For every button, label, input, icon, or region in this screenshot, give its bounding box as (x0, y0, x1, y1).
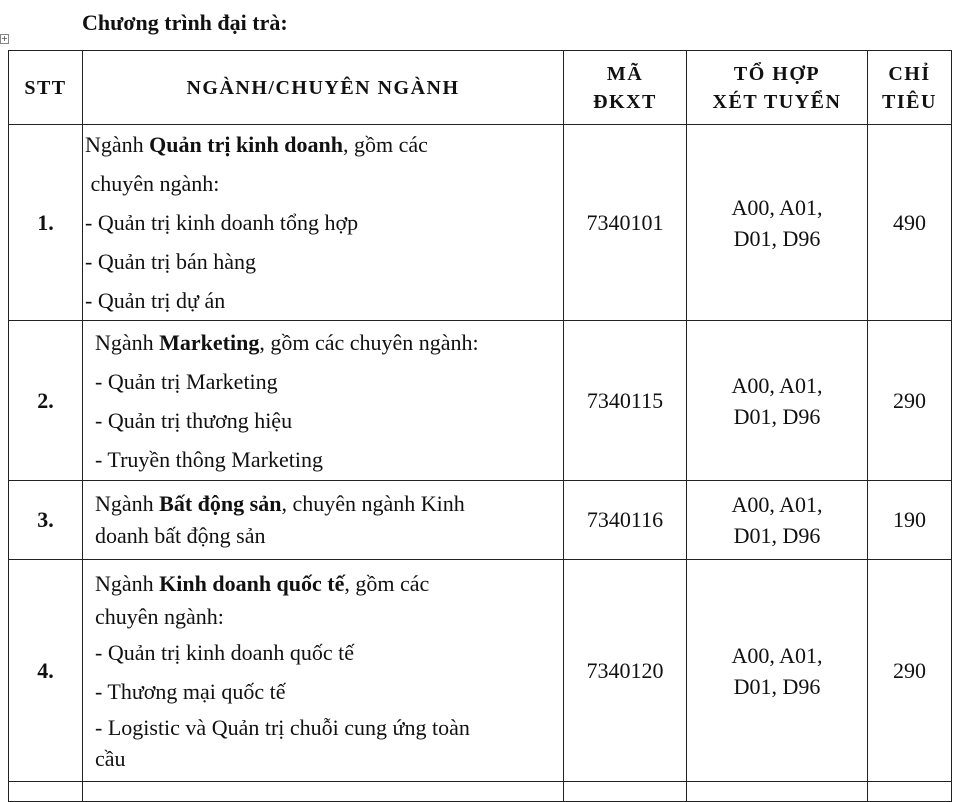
major-name: Marketing (159, 329, 260, 355)
row-stt: 4. (9, 560, 83, 782)
table-header-row (9, 51, 952, 125)
row-stt: 3. (9, 481, 83, 560)
table-row-partial (9, 782, 952, 802)
table-row (9, 560, 952, 782)
row-ma-dkxt: 7340120 (564, 560, 687, 782)
row-nganh: Ngành Marketing, gồm các chuyên ngành: - Quản trị Marketing - Quản trị thương hiệu - Truyền thông Marketing (83, 321, 564, 481)
major-name: Kinh doanh quốc tế (159, 571, 345, 596)
row-to-hop: A00, A01, D01, D96 (687, 560, 868, 782)
table-row (9, 125, 952, 321)
row-stt: 2. (9, 321, 83, 481)
specialization-item: - Quản trị dự án (85, 288, 226, 313)
specialization-item: - Truyền thông Marketing (95, 446, 323, 472)
specialization-item: - Quản trị kinh doanh tổng hợp (85, 210, 359, 235)
table-row (9, 321, 952, 481)
row-ma-dkxt: 7340116 (564, 481, 687, 560)
header-nganh: NGÀNH/CHUYÊN NGÀNH (83, 51, 564, 125)
row-to-hop: A00, A01, D01, D96 (687, 321, 868, 481)
table-move-handle-icon[interactable]: + (1, 34, 8, 43)
header-ma-dkxt: MÃ ĐKXT (564, 51, 687, 125)
specialization-item: - Thương mại quốc tế (95, 679, 286, 704)
header-chi-tieu: CHỈ TIÊU (868, 51, 952, 125)
specialization-item: - Logistic và Quản trị chuỗi cung ứng toàn (95, 715, 470, 740)
specialization-item: - Quản trị thương hiệu (95, 407, 293, 433)
row-to-hop: A00, A01, D01, D96 (687, 125, 868, 321)
row-ma-dkxt: 7340101 (564, 125, 687, 321)
row-ma-dkxt: 7340115 (564, 321, 687, 481)
row-nganh: Ngành Bất động sản, chuyên ngành Kinh doanh bất động sản (83, 481, 564, 560)
row-chi-tieu: 190 (868, 481, 952, 560)
specialization-item: - Quản trị bán hàng (85, 249, 257, 274)
row-nganh: Ngành Quản trị kinh doanh, gồm các chuyên ngành: - Quản trị kinh doanh tổng hợp - Quản trị bán hàng - Quản trị dự án (83, 125, 564, 321)
admissions-table (8, 50, 952, 802)
row-chi-tieu: 290 (868, 321, 952, 481)
row-chi-tieu: 490 (868, 125, 952, 321)
row-chi-tieu: 290 (868, 560, 952, 782)
table-row (9, 481, 952, 560)
major-name: Quản trị kinh doanh (149, 132, 343, 157)
row-nganh: Ngành Kinh doanh quốc tế, gồm các chuyên ngành: - Quản trị kinh doanh quốc tế - Thương mại quốc tế - Logistic và Quản trị chuỗi cung ứng toàn cầu (83, 560, 564, 782)
major-name: Bất động sản (159, 491, 282, 516)
section-heading: Chương trình đại trà: (82, 10, 288, 35)
row-to-hop: A00, A01, D01, D96 (687, 481, 868, 560)
header-to-hop: TỔ HỢP XÉT TUYỂN (687, 51, 868, 125)
specialization-item: - Quản trị kinh doanh quốc tế (95, 640, 355, 665)
header-stt: STT (9, 51, 83, 125)
row-stt: 1. (9, 125, 83, 321)
specialization-item: - Quản trị Marketing (95, 368, 278, 394)
